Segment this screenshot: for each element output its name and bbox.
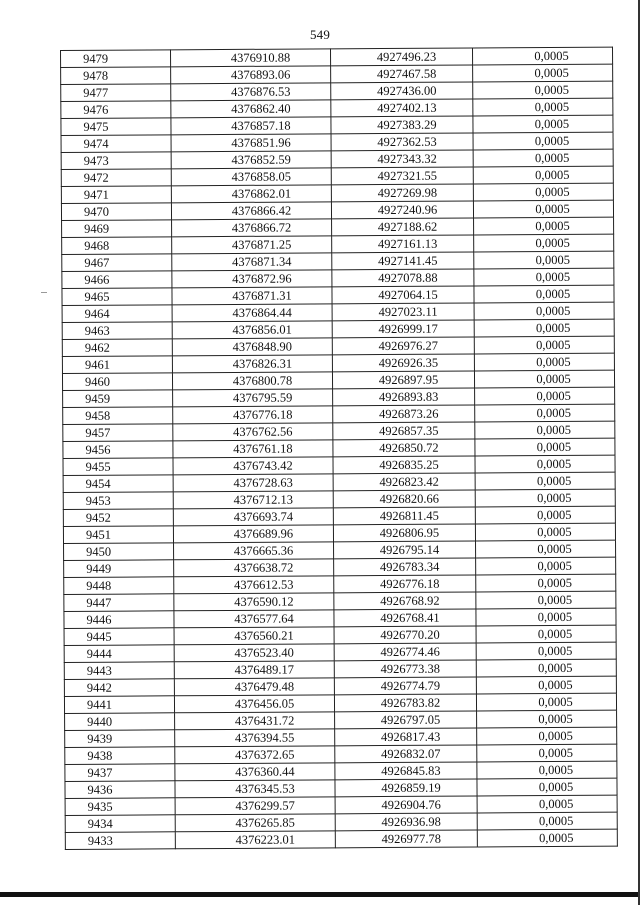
error-cell: 0,0005 — [476, 574, 616, 592]
error-cell: 0,0005 — [477, 744, 617, 762]
error-cell: 0,0005 — [474, 370, 614, 388]
y-coordinate-cell: 4926783.34 — [334, 558, 476, 576]
x-coordinate-cell: 4376862.40 — [171, 100, 331, 118]
y-coordinate-cell: 4927188.62 — [332, 218, 474, 236]
point-number-cell: 9444 — [64, 645, 174, 663]
point-number-cell: 9464 — [62, 305, 172, 323]
y-coordinate-cell: 4927496.23 — [330, 48, 472, 66]
point-number-cell: 9477 — [61, 84, 171, 102]
error-cell: 0,0005 — [472, 47, 612, 65]
error-cell: 0,0005 — [475, 438, 615, 456]
x-coordinate-cell: 4376857.18 — [171, 117, 331, 135]
y-coordinate-cell: 4926926.35 — [332, 354, 474, 372]
error-cell: 0,0005 — [473, 200, 613, 218]
y-coordinate-cell: 4927240.96 — [331, 201, 473, 219]
y-coordinate-cell: 4926811.45 — [333, 507, 475, 525]
x-coordinate-cell: 4376345.53 — [175, 780, 335, 798]
x-coordinate-cell: 4376872.96 — [172, 270, 332, 288]
error-cell: 0,0005 — [474, 336, 614, 354]
point-number-cell: 9469 — [62, 220, 172, 238]
x-coordinate-cell: 4376866.42 — [171, 202, 331, 220]
y-coordinate-cell: 4926776.18 — [334, 575, 476, 593]
point-number-cell: 9447 — [64, 594, 174, 612]
point-number-cell: 9439 — [65, 730, 175, 748]
x-coordinate-cell: 4376360.44 — [175, 763, 335, 781]
error-cell: 0,0005 — [475, 506, 615, 524]
point-number-cell: 9459 — [63, 390, 173, 408]
x-coordinate-cell: 4376638.72 — [174, 559, 334, 577]
x-coordinate-cell: 4376858.05 — [171, 168, 331, 186]
y-coordinate-cell: 4926832.07 — [335, 745, 477, 763]
x-coordinate-cell: 4376590.12 — [174, 593, 334, 611]
error-cell: 0,0005 — [477, 710, 617, 728]
coordinates-table-body — [61, 47, 618, 849]
point-number-cell: 9460 — [62, 373, 172, 391]
error-cell: 0,0005 — [476, 625, 616, 643]
y-coordinate-cell: 4926774.79 — [334, 677, 476, 695]
x-coordinate-cell: 4376800.78 — [172, 372, 332, 390]
error-cell: 0,0005 — [473, 149, 613, 167]
y-coordinate-cell: 4926936.98 — [335, 813, 477, 831]
error-cell: 0,0005 — [475, 387, 615, 405]
y-coordinate-cell: 4927078.88 — [332, 269, 474, 287]
point-number-cell: 9456 — [63, 441, 173, 459]
error-cell: 0,0005 — [477, 778, 617, 796]
x-coordinate-cell: 4376431.72 — [175, 712, 335, 730]
point-number-cell: 9453 — [63, 492, 173, 510]
y-coordinate-cell: 4926893.83 — [333, 388, 475, 406]
point-number-cell: 9466 — [62, 271, 172, 289]
x-coordinate-cell: 4376776.18 — [173, 406, 333, 424]
point-number-cell: 9438 — [65, 747, 175, 765]
x-coordinate-cell: 4376893.06 — [171, 66, 331, 84]
y-coordinate-cell: 4926768.92 — [334, 592, 476, 610]
y-coordinate-cell: 4926897.95 — [332, 371, 474, 389]
point-number-cell: 9455 — [63, 458, 173, 476]
point-number-cell: 9471 — [61, 186, 171, 204]
x-coordinate-cell: 4376223.01 — [175, 831, 335, 849]
y-coordinate-cell: 4926859.19 — [335, 779, 477, 797]
x-coordinate-cell: 4376265.85 — [175, 814, 335, 832]
x-coordinate-cell: 4376864.44 — [172, 304, 332, 322]
y-coordinate-cell: 4927402.13 — [331, 99, 473, 117]
y-coordinate-cell: 4926823.42 — [333, 473, 475, 491]
x-coordinate-cell: 4376577.64 — [174, 610, 334, 628]
x-coordinate-cell: 4376693.74 — [173, 508, 333, 526]
error-cell: 0,0005 — [476, 557, 616, 575]
point-number-cell: 9454 — [63, 475, 173, 493]
x-coordinate-cell: 4376712.13 — [173, 491, 333, 509]
x-coordinate-cell: 4376871.31 — [172, 287, 332, 305]
x-coordinate-cell: 4376479.48 — [174, 678, 334, 696]
error-cell: 0,0005 — [476, 608, 616, 626]
point-number-cell: 9462 — [62, 339, 172, 357]
x-coordinate-cell: 4376910.88 — [171, 49, 331, 67]
y-coordinate-cell: 4926806.95 — [333, 524, 475, 542]
point-number-cell: 9468 — [62, 237, 172, 255]
error-cell: 0,0005 — [474, 217, 614, 235]
error-cell: 0,0005 — [474, 234, 614, 252]
point-number-cell: 9437 — [65, 764, 175, 782]
error-cell: 0,0005 — [475, 472, 615, 490]
y-coordinate-cell: 4926845.83 — [335, 762, 477, 780]
y-coordinate-cell: 4926835.25 — [333, 456, 475, 474]
error-cell: 0,0005 — [475, 523, 615, 541]
error-cell: 0,0005 — [476, 659, 616, 677]
x-coordinate-cell: 4376394.55 — [175, 729, 335, 747]
point-number-cell: 9479 — [61, 50, 171, 68]
x-coordinate-cell: 4376871.25 — [172, 236, 332, 254]
error-cell: 0,0005 — [476, 676, 616, 694]
x-coordinate-cell: 4376866.72 — [172, 219, 332, 237]
error-cell: 0,0005 — [473, 166, 613, 184]
point-number-cell: 9450 — [64, 543, 174, 561]
error-cell: 0,0005 — [477, 727, 617, 745]
point-number-cell: 9457 — [63, 424, 173, 442]
y-coordinate-cell: 4927269.98 — [331, 184, 473, 202]
x-coordinate-cell: 4376795.59 — [173, 389, 333, 407]
page-number: 549 — [309, 27, 331, 42]
y-coordinate-cell: 4926770.20 — [334, 626, 476, 644]
x-coordinate-cell: 4376762.56 — [173, 423, 333, 441]
point-number-cell: 9472 — [61, 169, 171, 187]
y-coordinate-cell: 4927161.13 — [332, 235, 474, 253]
x-coordinate-cell: 4376299.57 — [175, 797, 335, 815]
y-coordinate-cell: 4927362.53 — [331, 133, 473, 151]
error-cell: 0,0005 — [473, 183, 613, 201]
x-coordinate-cell: 4376372.65 — [175, 746, 335, 764]
y-coordinate-cell: 4926904.76 — [335, 796, 477, 814]
y-coordinate-cell: 4926783.82 — [334, 694, 476, 712]
error-cell: 0,0005 — [476, 693, 616, 711]
x-coordinate-cell: 4376489.17 — [174, 661, 334, 679]
error-cell: 0,0005 — [477, 829, 617, 847]
point-number-cell: 9433 — [65, 832, 175, 850]
y-coordinate-cell: 4927321.55 — [331, 167, 473, 185]
error-cell: 0,0005 — [477, 761, 617, 779]
error-cell: 0,0005 — [474, 353, 614, 371]
point-number-cell: 9440 — [65, 713, 175, 731]
y-coordinate-cell: 4926873.26 — [333, 405, 475, 423]
coordinates-table-wrapper — [60, 47, 617, 868]
point-number-cell: 9451 — [63, 526, 173, 544]
x-coordinate-cell: 4376876.53 — [171, 83, 331, 101]
x-coordinate-cell: 4376665.36 — [174, 542, 334, 560]
point-number-cell: 9458 — [63, 407, 173, 425]
point-number-cell: 9442 — [64, 679, 174, 697]
y-coordinate-cell: 4927383.29 — [331, 116, 473, 134]
point-number-cell: 9443 — [64, 662, 174, 680]
x-coordinate-cell: 4376743.42 — [173, 457, 333, 475]
error-cell: 0,0005 — [474, 268, 614, 286]
point-number-cell: 9441 — [64, 696, 174, 714]
x-coordinate-cell: 4376826.31 — [172, 355, 332, 373]
y-coordinate-cell: 4926795.14 — [334, 541, 476, 559]
y-coordinate-cell: 4926977.78 — [335, 830, 477, 848]
x-coordinate-cell: 4376560.21 — [174, 627, 334, 645]
point-number-cell: 9463 — [62, 322, 172, 340]
error-cell: 0,0005 — [475, 455, 615, 473]
point-number-cell: 9478 — [61, 67, 171, 85]
error-cell: 0,0005 — [474, 302, 614, 320]
y-coordinate-cell: 4926850.72 — [333, 439, 475, 457]
y-coordinate-cell: 4926797.05 — [335, 711, 477, 729]
point-number-cell: 9476 — [61, 101, 171, 119]
x-coordinate-cell: 4376728.63 — [173, 474, 333, 492]
point-number-cell: 9470 — [61, 203, 171, 221]
x-coordinate-cell: 4376612.53 — [174, 576, 334, 594]
point-number-cell: 9446 — [64, 611, 174, 629]
error-cell: 0,0005 — [475, 421, 615, 439]
error-cell: 0,0005 — [476, 642, 616, 660]
error-cell: 0,0005 — [476, 540, 616, 558]
y-coordinate-cell: 4926857.35 — [333, 422, 475, 440]
y-coordinate-cell: 4927141.45 — [332, 252, 474, 270]
point-number-cell: 9435 — [65, 798, 175, 816]
error-cell: 0,0005 — [477, 812, 617, 830]
bottom-scan-border — [0, 892, 640, 897]
x-coordinate-cell: 4376852.59 — [171, 151, 331, 169]
point-number-cell: 9436 — [65, 781, 175, 799]
point-number-cell: 9449 — [64, 560, 174, 578]
error-cell: 0,0005 — [473, 132, 613, 150]
y-coordinate-cell: 4927436.00 — [331, 82, 473, 100]
error-cell: 0,0005 — [476, 591, 616, 609]
error-cell: 0,0005 — [473, 115, 613, 133]
x-coordinate-cell: 4376848.90 — [172, 338, 332, 356]
coordinates-table — [60, 47, 618, 850]
y-coordinate-cell: 4926820.66 — [333, 490, 475, 508]
x-coordinate-cell: 4376456.05 — [174, 695, 334, 713]
point-number-cell: 9474 — [61, 135, 171, 153]
x-coordinate-cell: 4376523.40 — [174, 644, 334, 662]
x-coordinate-cell: 4376856.01 — [172, 321, 332, 339]
point-number-cell: 9475 — [61, 118, 171, 136]
error-cell: 0,0005 — [475, 489, 615, 507]
table-row — [65, 829, 617, 849]
point-number-cell: 9473 — [61, 152, 171, 170]
margin-mark — [41, 292, 47, 293]
error-cell: 0,0005 — [474, 319, 614, 337]
x-coordinate-cell: 4376871.34 — [172, 253, 332, 271]
y-coordinate-cell: 4926768.41 — [334, 609, 476, 627]
y-coordinate-cell: 4926817.43 — [335, 728, 477, 746]
error-cell: 0,0005 — [473, 98, 613, 116]
point-number-cell: 9448 — [64, 577, 174, 595]
error-cell: 0,0005 — [477, 795, 617, 813]
error-cell: 0,0005 — [475, 404, 615, 422]
y-coordinate-cell: 4927064.15 — [332, 286, 474, 304]
point-number-cell: 9461 — [62, 356, 172, 374]
point-number-cell: 9467 — [62, 254, 172, 272]
y-coordinate-cell: 4927343.32 — [331, 150, 473, 168]
x-coordinate-cell: 4376761.18 — [173, 440, 333, 458]
point-number-cell: 9434 — [65, 815, 175, 833]
error-cell: 0,0005 — [474, 251, 614, 269]
error-cell: 0,0005 — [473, 81, 613, 99]
error-cell: 0,0005 — [473, 64, 613, 82]
point-number-cell: 9452 — [63, 509, 173, 527]
y-coordinate-cell: 4926999.17 — [332, 320, 474, 338]
x-coordinate-cell: 4376851.96 — [171, 134, 331, 152]
error-cell: 0,0005 — [474, 285, 614, 303]
y-coordinate-cell: 4927467.58 — [331, 65, 473, 83]
y-coordinate-cell: 4926774.46 — [334, 643, 476, 661]
x-coordinate-cell: 4376862.01 — [171, 185, 331, 203]
x-coordinate-cell: 4376689.96 — [173, 525, 333, 543]
y-coordinate-cell: 4927023.11 — [332, 303, 474, 321]
point-number-cell: 9465 — [62, 288, 172, 306]
point-number-cell: 9445 — [64, 628, 174, 646]
y-coordinate-cell: 4926976.27 — [332, 337, 474, 355]
y-coordinate-cell: 4926773.38 — [334, 660, 476, 678]
